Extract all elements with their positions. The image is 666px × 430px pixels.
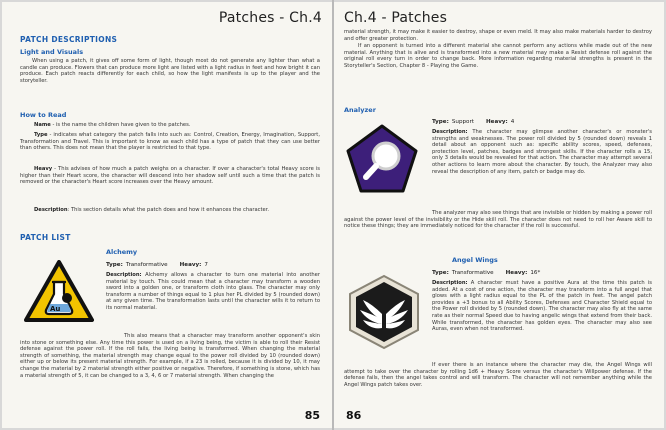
type-text: - indicates what category the patch falls into such as: Control, Creation, Energy, Imagination, Support, Transformation and Travel. This is important to know as each child has a type of patch that they can use better than others. This does not mean that the player is restricted to that type. — [20, 132, 320, 152]
name-entry — [20, 122, 320, 129]
alchemy-description-text: Alchemy allows a character to turn one material into another material by touch. This could mean that a character may transform a wooden sword into a golden one, or transform cloth into glass. The character may only transform a number of things equal to 1 plus her PL divided by 5 (rounded down) at any given time. The transformation lasts until the character wills it to return to its normal material. — [106, 272, 320, 311]
description-text: : This section details what the patch does and how it enhances the character. — [67, 207, 270, 213]
analyzer-type-label: Type: — [432, 119, 449, 125]
alchemy-type-value: Transformative — [125, 262, 168, 268]
page-number: 85 — [304, 409, 320, 422]
alchemy-meta — [106, 262, 208, 268]
page-header: Ch.4 - Patches — [344, 10, 448, 26]
section-title-patch-descriptions: PATCH DESCRIPTIONS — [20, 35, 118, 44]
description-label: Description — [34, 207, 68, 213]
alchemy-continued: This also means that a character may transform another opponent's skin into stone or something else. Any time this power is used on a living being, the victim is able to roll their Resist defense against the power roll. If the roll fails, the living being is transformed. When changing the material strength of something, the material strength may change equal to the power roll divided by 10 (rounded down) either up or below its present material strength. For example, if a 23 is rolled, because it is divided by 10, it may change the material by 2 material strength either positive or negative. Therefore, if something is stone, which has a material strength of 5, it can be changed to a 3, 4, 6 or 7 material strength. When changing the — [20, 333, 320, 379]
alchemy-heavy-label: Heavy: — [179, 262, 202, 268]
alchemy-description — [106, 272, 320, 312]
alchemy-heavy-value: 7 — [204, 262, 208, 268]
heavy-text: - This advises of how much a patch weighs on a character. If over a character's total Heavy score is higher than their Heart score, the character will descend into her shadow self until such a time that the patch is removed or the character's Heart score increases over the Heavy amount. — [20, 166, 320, 186]
type-entry — [20, 132, 320, 152]
analyzer-heavy-label: Heavy: — [485, 119, 508, 125]
alchemy-description-label: Description: — [106, 272, 142, 278]
angel-heavy-label: Heavy: — [505, 270, 528, 276]
heavy-entry — [20, 166, 320, 186]
alchemy-continued-text-2: If an opponent is turned into a different material she cannot perform any actions while made out of the new material. Anything that is alive and is transformed into a new material may make a Resist defense roll against the original roll every turn in order to change back. More information regarding material strengths is present in the Storyteller's Section, Chapter 8 - Playing the Game. — [344, 43, 652, 69]
heading-light-and-visuals: Light and Visuals — [20, 48, 84, 56]
analyzer-continued: The analyzer may also see things that are invisible or hidden by making a power roll against the power level of the invisibility or the Hide skill roll. The character does not need to roll her Aware skill to notice these things; they are immediately noticed for the character if the roll is successful. — [344, 210, 652, 230]
alchemy-type-label: Type: — [106, 262, 123, 268]
alchemy-continued-text: material strength, it may make it easier to destroy, shape or even meld. It may also make materials harder to destroy and offer greater protection. — [344, 29, 652, 42]
angel-wings-icon — [346, 274, 422, 350]
analyzer-description-text: The character may glimpse another character's or monster's strengths and weaknesses. The power roll divided by 5 (rounded down) reveals 1 detail about an opponent such as: specific ability scores, speed, defenses, protection level, patches, badges and strongest skills. If the character rolls a 15, only 3 details would be revealed for that action. The character may attempt several other actions to learn more about the character. By touch, the Analyzer may also reveal the description of any item, patch or badge may do. — [432, 129, 652, 175]
angel-description-text: A character must have a positive Aura at the time this patch is added. At a cost of one action, the character may transform into a full angel that glows with a light radius equal to the PL of the patch in feet. The angel patch provides a +3 bonus to all Ability Scores, Defenses and Character Shield equal to the Power roll divided by 5 (rounded down). The character may also fly at the same rate as their normal Speed due to having angelic wings that extend from their back. While transformed, the character has golden eyes. The character may also see Auras, even when not transformed. — [432, 280, 652, 333]
section-title-patch-list: PATCH LIST — [20, 233, 71, 242]
light-text: When using a patch, it gives off some form of light, though most do not generate any lighter than what a candle can produce. Flowers that can produce more light are listed with a light radius in feet and how bright it can produce. Each patch reacts differently for each child, so how the light manifests is up to the player and the storyteller. — [20, 58, 320, 84]
angel-type-value: Transformative — [451, 270, 494, 276]
description-entry — [20, 207, 320, 214]
angel-description-label: Description: — [432, 280, 468, 286]
heavy-label: Heavy — [34, 166, 53, 172]
analyzer-description — [432, 129, 652, 175]
angel-heavy-value: 16* — [530, 270, 541, 276]
analyzer-heavy-value: 4 — [510, 119, 515, 125]
angel-description — [432, 280, 652, 333]
heading-how-to-read: How to Read — [20, 111, 67, 119]
analyzer-meta — [432, 119, 514, 125]
patch-name-analyzer: Analyzer — [344, 106, 376, 114]
name-text: - is the name the children have given to the patches. — [52, 122, 191, 128]
patch-name-angel-wings: Angel Wings — [452, 256, 498, 264]
patch-name-alchemy: Alchemy — [106, 248, 138, 256]
name-label: Name — [34, 122, 51, 128]
alchemy-badge-text: Au — [50, 305, 61, 313]
angel-type-label: Type: — [432, 270, 449, 276]
page-86 — [334, 2, 664, 428]
page-85 — [2, 2, 332, 428]
analyzer-description-label: Description: — [432, 129, 468, 135]
page-header: Patches - Ch.4 — [218, 10, 322, 26]
angel-meta — [432, 270, 540, 276]
page-number: 86 — [346, 409, 362, 422]
magnifying-glass-icon — [346, 124, 418, 194]
angel-continued: If ever there is an instance where the character may die, the Angel Wings will attempt to take over the character by rolling 1d6 + Heavy Score versus the character's Willpower defense. If the defense fails, then the angel takes control and will transform. The character will not remember anything while the Angel Wings patch takes over. — [344, 362, 652, 388]
analyzer-type-value: Support — [451, 119, 474, 125]
alchemy-flask-icon — [24, 260, 94, 322]
type-label: Type — [34, 132, 48, 138]
